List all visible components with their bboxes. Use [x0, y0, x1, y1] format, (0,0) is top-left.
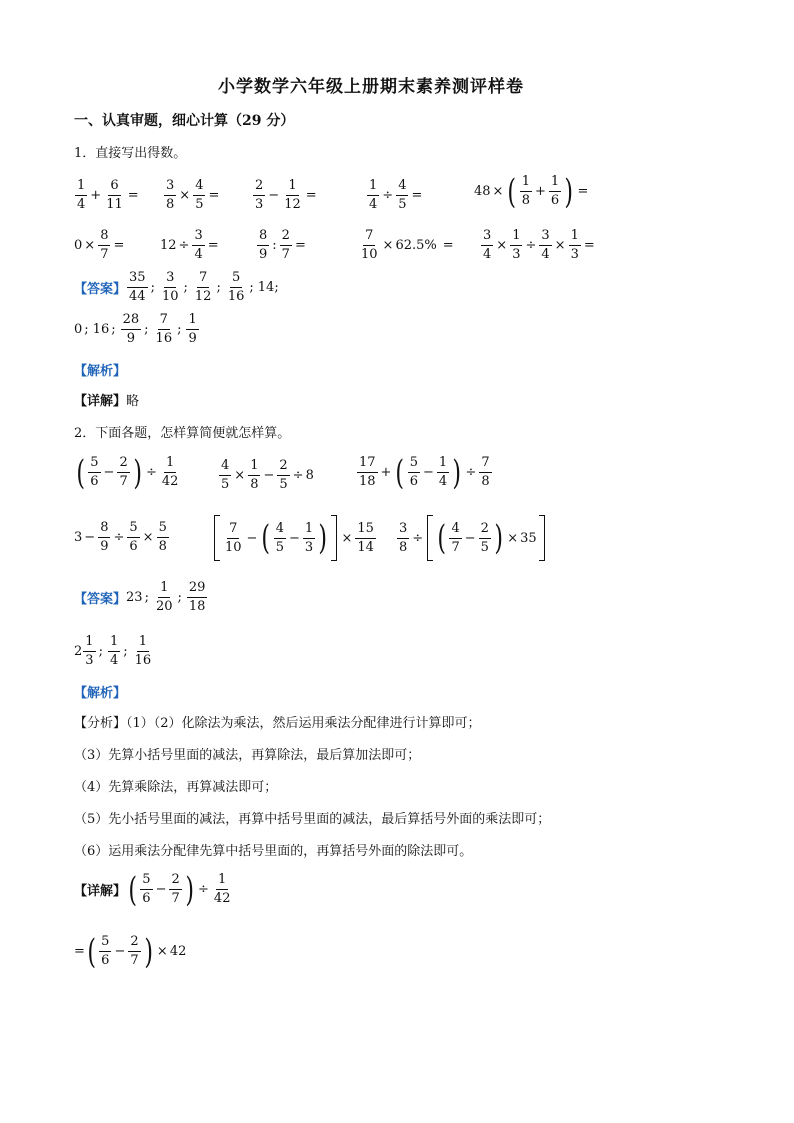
- q1-expr-9: $\frac{7}{10}$ × 62.5% =: [361, 228, 454, 262]
- q1-expr-6: 0 × $\frac{8}{7}$ =: [74, 228, 125, 262]
- q1-expr-10: $\frac{3}{4}$ × $\frac{1}{3}$ ÷ $\frac{3}{4}$ × $\frac{1}{3}$ =: [483, 228, 595, 262]
- analysis-line-2: （3）先算小括号里面的减法，再算除法，最后算加法即可；: [74, 748, 421, 763]
- q1-expr-2: $\frac{3}{8}$ × $\frac{4}{5}$ =: [166, 178, 220, 212]
- analysis-line-4: （5）先小括号里面的减法，再算中括号里面的减法，最后算括号外面的乘法即可；: [74, 812, 551, 827]
- q2-expr-5: 7 10 − ( 4 5 − $\frac{1}{3}$ ) × $\frac{15}{14}$: [212, 515, 377, 561]
- q2-answer-line-1: 【答案】 23 ; 1 20 ; 29 18: [74, 580, 206, 614]
- q1-expr-1: 1 4 + $\frac{6}{11}$ =: [77, 178, 139, 212]
- q1-answer-line-2: 0 ; 16 ; 28 9 ; 7 16 ; 1 9: [74, 312, 197, 346]
- answer-tag: 【答案】: [74, 282, 127, 297]
- analysis-line-3: （4）先算乘除法，再算减法即可；: [74, 780, 278, 795]
- q1-answer-line-1: 【答案】 35 44 ; 3 10 ; 7 12 ; 5 16 ; 14 ;: [74, 270, 279, 304]
- q2-detail-expr: 【详解】 ( 5 6 − $\frac{2}{7}$ ) ÷ $\frac{1}{42}$: [74, 869, 231, 910]
- q2-detail-step: = ( 5 6 − $\frac{2}{7}$ ) × 42: [74, 931, 187, 972]
- q1-expr-7: 12 ÷ $\frac{3}{4}$ =: [160, 228, 219, 262]
- q2-expr-4: 3 − $\frac{8}{9}$ ÷ $\frac{5}{6}$ × $\frac{5}{8}$: [74, 520, 167, 554]
- q1-expr-5: 48 × ( 1 8 + $\frac{1}{6}$ ) =: [474, 171, 589, 212]
- q2-answer-line-2: 2 1 3 ; 1 4 ; 1 16: [74, 634, 152, 668]
- q1-heading: 1．直接写出得数。: [74, 146, 187, 161]
- q1-expr-4: $\frac{1}{4}$ ÷ $\frac{4}{5}$ =: [369, 178, 423, 212]
- q2-expr-3: 17 18 + ( 5 6 − $\frac{1}{4}$ ) ÷ $\frac{7}{8}$: [359, 452, 490, 493]
- analysis-line-5: （6）运用乘法分配律先算中括号里面的，再算括号外面的除法即可。: [74, 844, 473, 859]
- page-title: 小学数学六年级上册期末素养测评样卷: [218, 77, 524, 97]
- q2-expr-6: $\frac{3}{8}$ ÷ ( 4 7 − $\frac{2}{5}$ ) × 35: [396, 515, 547, 561]
- q2-expr-1: ( 5 6 − $\frac{2}{7}$ ) ÷ $\frac{1}{42}$: [76, 452, 179, 493]
- q2-analysis-tag: 【解析】: [74, 686, 127, 701]
- q1-analysis-tag: 【解析】: [74, 364, 127, 379]
- q1-expr-3: 2 3 − $\frac{1}{12}$ =: [255, 178, 317, 212]
- q2-heading: 2．下面各题，怎样算简便就怎样算。: [74, 426, 291, 441]
- analysis-line-1: 【分析】（1）（2）化除法为乘法，然后运用乘法分配律进行计算即可；: [74, 716, 481, 731]
- q1-detail: 【详解】略: [74, 394, 140, 409]
- section-heading: 一、认真审题，细心计算（29 分）: [74, 113, 295, 129]
- q2-expr-2: $\frac{4}{5}$ × $\frac{1}{8}$ − $\frac{2}{5}$ ÷ 8: [221, 458, 314, 492]
- q1-expr-8: 8 9 : $\frac{2}{7}$ =: [259, 228, 306, 262]
